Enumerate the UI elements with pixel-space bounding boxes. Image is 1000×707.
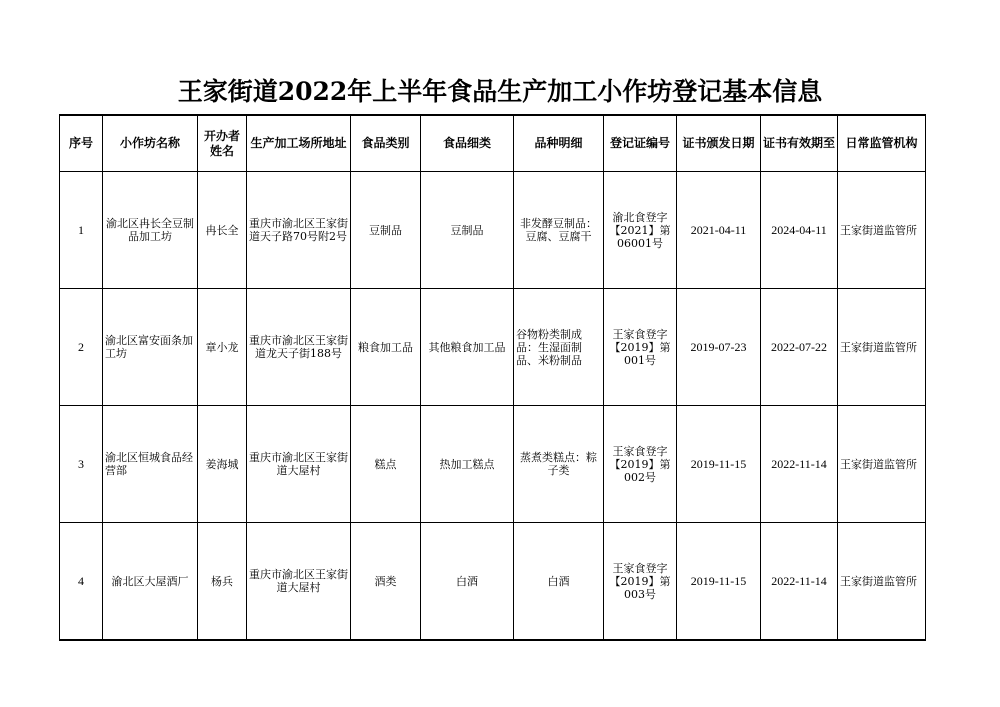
owner-name: 章小龙 xyxy=(198,289,247,406)
header-cell: 日常监管机构 xyxy=(838,115,926,172)
owner-name: 冉长全 xyxy=(198,172,247,289)
table-row xyxy=(60,289,926,406)
valid-until: 2024-04-11 xyxy=(761,172,838,289)
issue-date: 2021-04-11 xyxy=(677,172,761,289)
header-cell: 小作坊名称 xyxy=(103,115,198,172)
registration-table xyxy=(59,114,926,641)
certificate-number: 王家食登字【2019】第001号 xyxy=(604,289,677,406)
supervising-authority: 王家街道监管所 xyxy=(838,406,926,523)
food-category: 糕点 xyxy=(351,406,421,523)
table-row xyxy=(60,406,926,523)
supervising-authority: 王家街道监管所 xyxy=(838,172,926,289)
workshop-name: 渝北区富安面条加工坊 xyxy=(103,289,198,406)
table-row xyxy=(60,172,926,289)
workshop-name: 渝北区大屋酒厂 xyxy=(103,523,198,641)
row-number: 3 xyxy=(60,406,103,523)
header-cell: 证书有效期至 xyxy=(761,115,838,172)
header-cell: 开办者姓名 xyxy=(198,115,247,172)
row-number: 4 xyxy=(60,523,103,641)
valid-until: 2022-07-22 xyxy=(761,289,838,406)
issue-date: 2019-07-23 xyxy=(677,289,761,406)
issue-date: 2019-11-15 xyxy=(677,406,761,523)
certificate-number: 王家食登字【2019】第002号 xyxy=(604,406,677,523)
variety-detail: 谷物粉类制成品：生湿面制品、米粉制品 xyxy=(514,289,604,406)
variety-detail: 白酒 xyxy=(514,523,604,641)
header-cell: 食品细类 xyxy=(421,115,514,172)
workshop-name: 渝北区恒城食品经营部 xyxy=(103,406,198,523)
food-subcategory: 其他粮食加工品 xyxy=(421,289,514,406)
row-number: 1 xyxy=(60,172,103,289)
food-category: 粮食加工品 xyxy=(351,289,421,406)
table-row xyxy=(60,523,926,641)
certificate-number: 王家食登字【2019】第003号 xyxy=(604,523,677,641)
owner-name: 姜海城 xyxy=(198,406,247,523)
supervising-authority: 王家街道监管所 xyxy=(838,289,926,406)
header-row xyxy=(60,115,926,172)
food-category: 酒类 xyxy=(351,523,421,641)
header-cell: 序号 xyxy=(60,115,103,172)
row-number: 2 xyxy=(60,289,103,406)
header-cell: 食品类别 xyxy=(351,115,421,172)
valid-until: 2022-11-14 xyxy=(761,523,838,641)
valid-until: 2022-11-14 xyxy=(761,406,838,523)
variety-detail: 蒸煮类糕点：粽子类 xyxy=(514,406,604,523)
address: 重庆市渝北区王家街道大屋村 xyxy=(247,406,351,523)
food-subcategory: 白酒 xyxy=(421,523,514,641)
supervising-authority: 王家街道监管所 xyxy=(838,523,926,641)
variety-detail: 非发酵豆制品：豆腐、豆腐干 xyxy=(514,172,604,289)
workshop-name: 渝北区冉长全豆制品加工坊 xyxy=(103,172,198,289)
issue-date: 2019-11-15 xyxy=(677,523,761,641)
certificate-number: 渝北食登字【2021】第06001号 xyxy=(604,172,677,289)
food-subcategory: 豆制品 xyxy=(421,172,514,289)
header-cell: 登记证编号 xyxy=(604,115,677,172)
owner-name: 杨兵 xyxy=(198,523,247,641)
address: 重庆市渝北区王家街道天子路70号附2号 xyxy=(247,172,351,289)
food-subcategory: 热加工糕点 xyxy=(421,406,514,523)
header-cell: 证书颁发日期 xyxy=(677,115,761,172)
food-category: 豆制品 xyxy=(351,172,421,289)
header-cell: 生产加工场所地址 xyxy=(247,115,351,172)
address: 重庆市渝北区王家街道龙天子街188号 xyxy=(247,289,351,406)
header-cell: 品种明细 xyxy=(514,115,604,172)
page-title: 王家街道2022年上半年食品生产加工小作坊登记基本信息 xyxy=(177,77,823,106)
address: 重庆市渝北区王家街道大屋村 xyxy=(247,523,351,641)
